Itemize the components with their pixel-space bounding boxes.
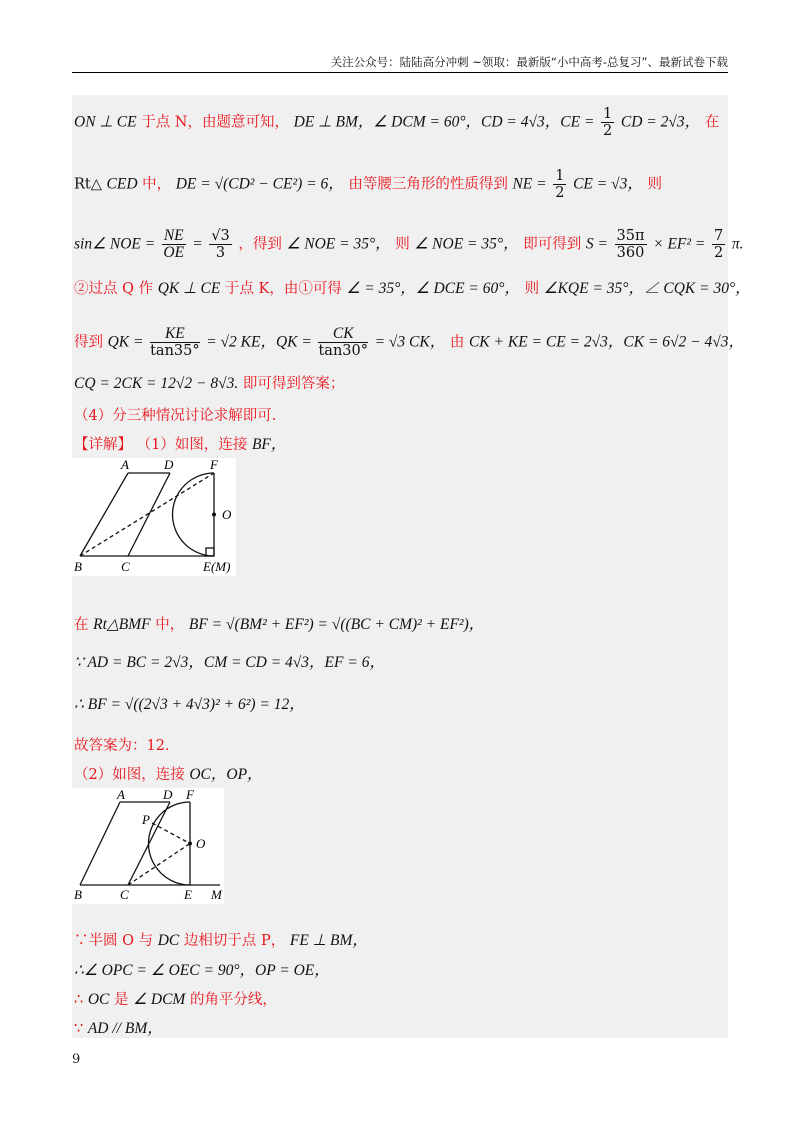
label-m: M	[211, 887, 222, 902]
line-7	[74, 404, 276, 425]
page-number: 9	[72, 1052, 81, 1067]
red-text: 则	[524, 281, 540, 297]
line-16	[74, 988, 277, 1009]
line-12	[74, 734, 170, 755]
red-text: 故答案为：12.	[74, 738, 170, 754]
math-text: = √3 CK，	[374, 333, 446, 351]
fraction: $\frac{7}{2}$	[713, 228, 724, 261]
header-text: 关注公众号：陆陆高分冲刺 ~领取：最新版“小中高考-总复习”、最新试卷下载	[330, 55, 728, 69]
math-text: CE = √3，	[573, 175, 643, 193]
math-text: DE ⊥ BM，∠ DCM = 60°，CD = 4√3，CE =	[293, 113, 595, 131]
red-text: 是	[114, 992, 129, 1008]
math-text: BF，	[251, 436, 287, 453]
math-text: π.	[731, 235, 744, 253]
red-text: 则	[395, 236, 410, 253]
red-text: 由等腰三角形的性质得到	[348, 176, 508, 193]
red-text: 即可得到答案；	[242, 376, 345, 392]
math-text: FE ⊥ BM，	[289, 932, 368, 949]
red-text: （1）如图，连接	[136, 437, 248, 453]
label-d: D	[164, 458, 174, 472]
math-text: NE =	[512, 175, 547, 193]
red-text: 由	[449, 334, 465, 351]
math-text: CED	[106, 175, 138, 193]
math-text: S =	[585, 235, 608, 253]
math-text: ∠ NOE = 35°，	[414, 235, 519, 253]
math-text: OC	[87, 991, 110, 1008]
math-text: CK + KE = CE = 2√3，CK = 6√2 − 4√3，	[468, 333, 745, 351]
red-text: 于点 K，由①可得	[224, 281, 342, 297]
fraction: $\frac{1}{2}$	[603, 106, 613, 139]
math-text: OC，OP，	[189, 766, 263, 783]
line-6	[74, 372, 344, 393]
line-15	[74, 958, 330, 980]
fraction: $\frac{KE}{\tan 35^\circ}$	[150, 325, 200, 359]
red-text: 在	[74, 617, 89, 633]
math-text: ∵ AD = BC = 2√3，CM = CD = 4√3，EF = 6，	[74, 654, 385, 671]
red-text: ∵	[74, 1021, 84, 1037]
label-f: F	[186, 788, 194, 802]
line-10	[74, 650, 385, 672]
label-o: O	[196, 836, 206, 851]
math-text: DE = √(CD² − CE²) = 6，	[175, 175, 344, 193]
red-text: ②过点 Q 作	[74, 281, 154, 297]
math-text: AD // BM，	[87, 1020, 163, 1037]
math-text: ∠ DCM	[133, 991, 186, 1008]
label-a: A	[117, 788, 125, 802]
point-o	[212, 513, 216, 517]
line-1	[74, 106, 719, 139]
math-text: QK ⊥ CE	[157, 280, 221, 297]
line-13	[74, 762, 263, 784]
label-o: O	[222, 507, 232, 522]
fraction: $\frac{NE}{OE}$	[163, 227, 185, 261]
math-text: DC	[157, 932, 180, 949]
label-c: C	[120, 887, 129, 902]
line-3	[74, 228, 743, 261]
red-text: （2）如图，连接	[74, 767, 185, 783]
label-a: A	[121, 458, 129, 472]
figure-1	[72, 458, 236, 576]
math-text: BF = √(BM² + EF²) = √((BC + CM)² + EF²)，	[188, 616, 485, 633]
line-11	[74, 692, 305, 714]
fraction: $\frac{35\pi}{360}$	[616, 228, 645, 261]
figure-2	[72, 788, 224, 904]
fraction: $\frac{√3}{3}$	[211, 228, 230, 261]
red-text: 在	[704, 114, 720, 131]
math-text: ∴ BF = √((2√3 + 4√3)² + 6²) = 12，	[74, 696, 305, 713]
fraction: $\frac{1}{2}$	[555, 168, 565, 201]
line-17	[74, 1016, 163, 1038]
math-text: ON ⊥ CE	[74, 113, 137, 131]
math-text: sin∠ NOE =	[74, 235, 156, 253]
red-text: ∴	[74, 992, 84, 1008]
math-text: ∠ = 35°，∠ DCE = 60°，	[346, 280, 520, 297]
label-em: E(M)	[203, 559, 231, 574]
red-text: （4）分三种情况讨论求解即可.	[74, 408, 277, 424]
math-text: CQ = 2CK = 12√2 − 8√3.	[74, 375, 239, 392]
fraction: $\frac{CK}{\tan 30^\circ}$	[318, 325, 368, 359]
math-text: = √2 KE，QK =	[206, 333, 312, 351]
line-5	[74, 326, 744, 359]
label-b: B	[74, 887, 82, 902]
red-text: ∵半圆 O 与	[74, 933, 154, 949]
math-text: ∴∠ OPC = ∠ OEC = 90°，OP = OE，	[74, 962, 330, 979]
point-o	[188, 842, 192, 846]
label-c: C	[121, 559, 130, 574]
math-text: ∠ NOE = 35°，	[286, 235, 391, 253]
line-8	[74, 432, 286, 454]
red-text: ，得到	[238, 236, 282, 253]
math-text: Rt△BMF	[93, 616, 151, 633]
label-f: F	[210, 458, 218, 472]
label-p: P	[142, 812, 150, 827]
red-text: 则	[647, 176, 662, 193]
red-text: 的角平分线，	[189, 992, 277, 1008]
red-text: 中，	[155, 617, 185, 633]
equals: =	[192, 235, 203, 253]
math-text: CD = 2√3，	[620, 113, 701, 131]
line-2	[74, 168, 662, 201]
red-text: 中，	[142, 176, 172, 193]
label-d: D	[163, 788, 173, 802]
math-text: ∠KQE = 35°，∠ CQK = 30°，	[543, 280, 751, 297]
label-e: E	[184, 887, 192, 902]
page-header	[72, 54, 728, 73]
line-14	[74, 928, 368, 950]
line-9	[74, 612, 484, 634]
red-text: 于点 N，由题意可知，	[141, 114, 289, 131]
detail-bracket: 【详解】	[74, 437, 132, 453]
math-text: QK =	[107, 333, 144, 351]
rt-prefix: Rt△	[74, 176, 102, 193]
red-text: 得到	[74, 334, 103, 351]
math-text: × EF² =	[653, 235, 706, 253]
line-4	[74, 276, 751, 298]
label-b: B	[74, 559, 82, 574]
red-text: 即可得到	[523, 236, 582, 253]
red-text: 边相切于点 P，	[183, 933, 286, 949]
